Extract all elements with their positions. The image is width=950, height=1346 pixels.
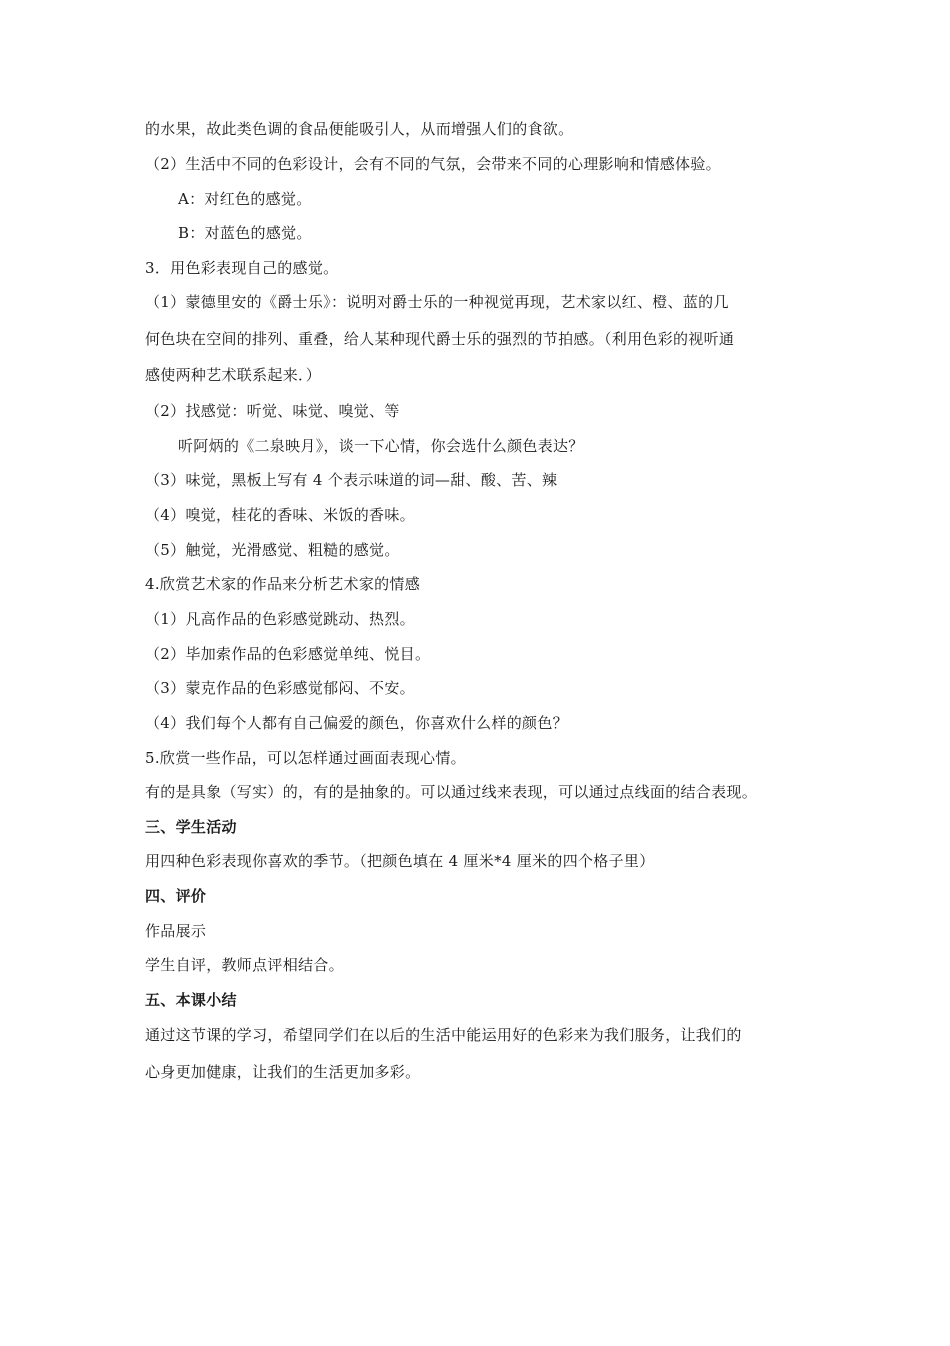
- paragraph-line: 何色块在空间的排列、重叠，给人某种现代爵士乐的强烈的节拍感。（利用色彩的视听通: [145, 330, 735, 348]
- list-item: A：对红色的感觉。: [178, 190, 312, 208]
- section-item: 3．用色彩表现自己的感觉。: [145, 259, 339, 277]
- paragraph-line: （2）生活中不同的色彩设计，会有不同的气氛，会带来不同的心理影响和情感体验。: [145, 155, 721, 173]
- paragraph-line: （3）蒙克作品的色彩感觉郁闷、不安。: [145, 679, 415, 697]
- paragraph-line: （5）触觉，光滑感觉、粗糙的感觉。: [145, 541, 400, 559]
- paragraph-line: （4）嗅觉，桂花的香味、米饭的香味。: [145, 506, 415, 524]
- paragraph-line: （1）蒙德里安的《爵士乐》：说明对爵士乐的一种视觉再现，艺术家以红、橙、蓝的几: [145, 293, 729, 311]
- paragraph-line: 用四种色彩表现你喜欢的季节。（把颜色填在 4 厘米*4 厘米的四个格子里）: [145, 852, 655, 870]
- paragraph-line: 学生自评，教师点评相结合。: [145, 956, 344, 974]
- section-heading: 五、本课小结: [145, 991, 237, 1009]
- paragraph-line: 通过这节课的学习，希望同学们在以后的生活中能运用好的色彩来为我们服务，让我们的: [145, 1026, 742, 1044]
- section-heading: 三、学生活动: [145, 818, 237, 836]
- section-item: 4.欣赏艺术家的作品来分析艺术家的情感: [145, 575, 421, 593]
- paragraph-line: 作品展示: [145, 922, 207, 940]
- paragraph-line: 的水果，故此类色调的食品便能吸引人，从而增强人们的食欲。: [145, 120, 574, 138]
- section-item: 5.欣赏一些作品，可以怎样通过画面表现心情。: [145, 749, 466, 767]
- paragraph-line: （2）找感觉：听觉、味觉、嗅觉、等: [145, 402, 400, 420]
- paragraph-line: （4）我们每个人都有自己偏爱的颜色，你喜欢什么样的颜色？: [145, 714, 568, 732]
- paragraph-line: （3）味觉，黑板上写有 4 个表示味道的词—甜、酸、苦、辣: [145, 471, 558, 489]
- section-heading: 四、评价: [145, 887, 207, 905]
- list-item: B：对蓝色的感觉。: [178, 224, 312, 242]
- paragraph-line: （2）毕加索作品的色彩感觉单纯、悦目。: [145, 645, 431, 663]
- paragraph-line: 心身更加健康，让我们的生活更加多彩。: [145, 1063, 421, 1081]
- paragraph-line: 有的是具象（写实）的，有的是抽象的。可以通过线来表现，可以通过点线面的结合表现。: [145, 783, 758, 801]
- paragraph-line: 听阿炳的《二泉映月》，谈一下心情，你会选什么颜色表达？: [178, 437, 584, 455]
- paragraph-line: 感使两种艺术联系起来．）: [145, 366, 322, 384]
- paragraph-line: （1）凡高作品的色彩感觉跳动、热烈。: [145, 610, 415, 628]
